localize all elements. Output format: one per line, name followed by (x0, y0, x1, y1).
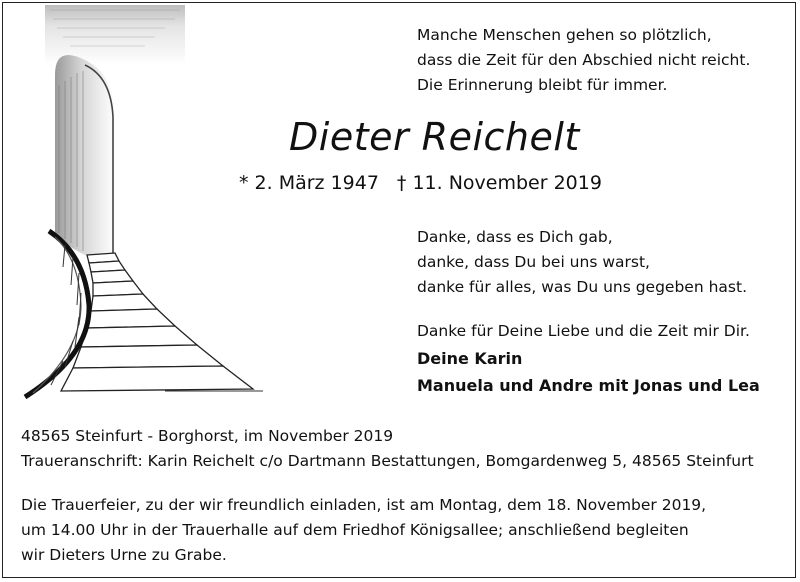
thanks-line: Danke, dass es Dich gab, (417, 228, 613, 246)
signoff-intro: Danke für Deine Liebe und die Zeit mir Dir. (417, 322, 750, 340)
death-date: † 11. November 2019 (396, 172, 602, 194)
obituary-card (2, 2, 796, 578)
place-and-address (21, 424, 754, 474)
ceremony-line: wir Dieters Urne zu Grabe. (21, 546, 227, 564)
signoff-block (417, 318, 760, 399)
poem-line: dass die Zeit für den Abschied nicht reicht. (417, 51, 751, 69)
poem-line: Manche Menschen gehen so plötzlich, (417, 26, 712, 44)
location-date: 48565 Steinfurt - Borghorst, im November 2019 (21, 427, 394, 445)
thanks-line: danke, dass Du bei uns warst, (417, 253, 650, 271)
staircase-illustration (15, 5, 265, 401)
mourning-address: Traueranschrift: Karin Reichelt c/o Dartmann Bestattungen, Bomgardenweg 5, 48565 Steinfurt (21, 452, 754, 470)
thanks-line: danke für alles, was Du uns gegeben hast. (417, 278, 747, 296)
ceremony-line: Die Trauerfeier, zu der wir freundlich einladen, ist am Montag, dem 18. November 2019, (21, 496, 707, 514)
deceased-name: Dieter Reichelt (289, 115, 580, 159)
thanks-verse (417, 225, 747, 300)
ceremony-notice (21, 493, 706, 568)
birth-date: * 2. März 1947 (239, 172, 379, 194)
signer-line: Deine Karin (417, 349, 523, 368)
signer-line: Manuela und Andre mit Jonas und Lea (417, 376, 760, 395)
life-dates (239, 172, 602, 194)
opening-poem (417, 23, 750, 98)
poem-line: Die Erinnerung bleibt für immer. (417, 76, 668, 94)
ceremony-line: um 14.00 Uhr in der Trauerhalle auf dem Friedhof Königsallee; anschließend begleiten (21, 521, 689, 539)
